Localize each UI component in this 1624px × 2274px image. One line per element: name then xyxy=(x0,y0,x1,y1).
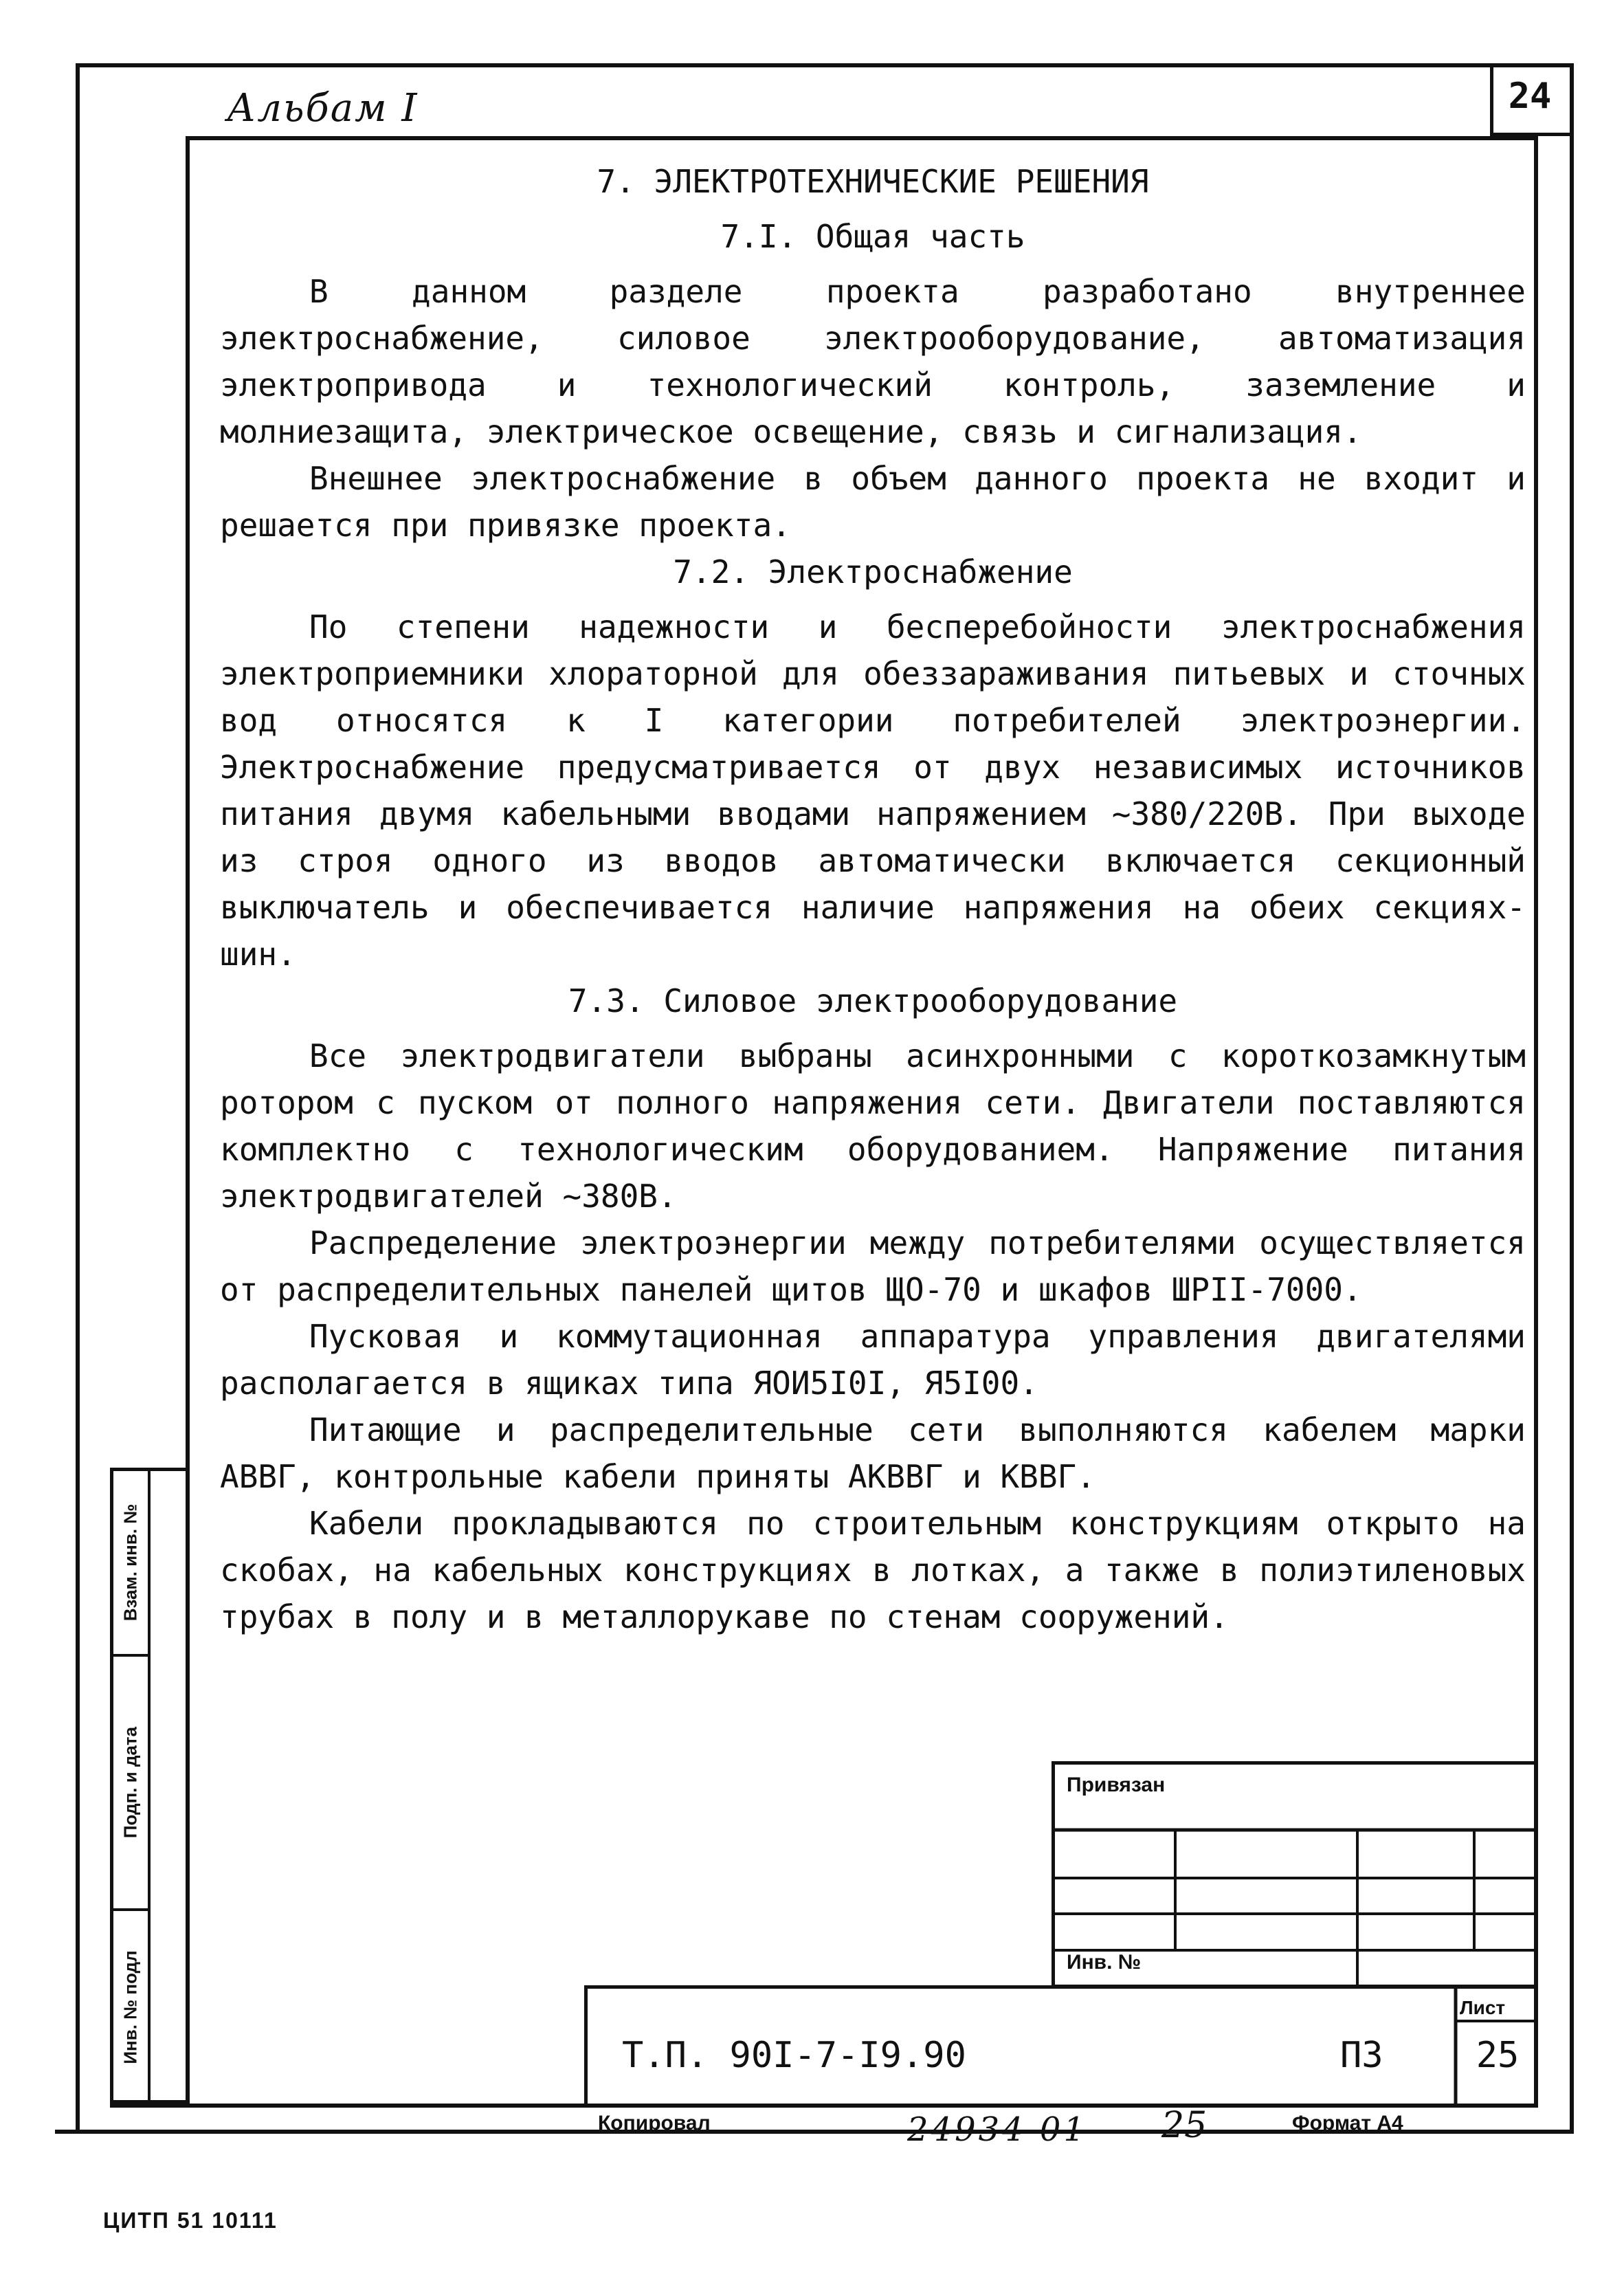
outer-frame-right xyxy=(1570,63,1574,2132)
outer-frame-left xyxy=(76,63,80,2132)
subsection-title-power-equipment: 7.3. Силовое электрооборудование xyxy=(568,982,1178,1019)
paragraph-equipment-3: Пусковая и коммутационная аппаратура управления двигателями располагается в ящиках типа ЯОИ5I0I, Я5I00. xyxy=(220,1318,1526,1402)
paragraph-equipment-2: Распределение электроэнергии между потребителями осуществляется от распределительных панелей щитов ЩО-70 и шкафов ШРII-7000. xyxy=(220,1224,1526,1308)
format-label: Формат А4 xyxy=(1292,2112,1403,2134)
document-designation: Т.П. 90I-7-I9.90 xyxy=(622,2035,966,2076)
inner-frame-top xyxy=(186,136,1537,140)
stamp-cell-signature: Подп. и дата xyxy=(113,1657,148,1911)
section-title: 7. ЭЛЕКТРОТЕХНИЧЕСКИЕ РЕШЕНИЯ xyxy=(597,163,1149,200)
page-number: 24 xyxy=(1508,76,1552,117)
subsection-title-power-supply: 7.2. Электроснабжение xyxy=(673,553,1073,590)
paragraph-equipment-4: Питающие и распределительные сети выполняются кабелем марки АВВГ, контрольные кабели приняты АКВВГ и КВВГ. xyxy=(220,1411,1526,1495)
document-code: ПЗ xyxy=(1340,2035,1383,2076)
paragraph-general-2: Внешнее электроснабжение в объем данного проекта не входит и решается при привязке проекта. xyxy=(220,460,1526,544)
paragraph-power-supply: По степени надежности и бесперебойности электроснабжения электроприемники хлораторной для обеззараживания питьевых и сточных вод относятся к I категории потребителей электроэнергии. Электроснабжение предусматривается от двух независимых источников питания двумя кабельными вводами напряжением ~380/220В. При выходе из строя одного из вводов автоматически включается секционный выключатель и обеспечивается наличие напряжения на обеих секциях-шин. xyxy=(220,608,1526,973)
copied-label: Копировал xyxy=(598,2112,711,2134)
outer-frame-top xyxy=(76,63,1574,67)
stamp-cell-inventory: Инв. № подл xyxy=(120,1950,141,2064)
inventory-label: Инв. № xyxy=(1067,1951,1142,1974)
document-body xyxy=(220,158,1526,1640)
album-label: Альбам I xyxy=(227,86,419,131)
subsection-title-general: 7.I. Общая часть xyxy=(720,218,1025,255)
margin-stamp xyxy=(110,1468,187,2104)
paragraph-equipment-5: Кабели прокладываются по строительным конструкциям открыто на скобах, на кабельных конструкциях в лотках, а также в полиэтиленовых трубах в полу и в металлорукаве по стенам сооружений. xyxy=(220,1505,1526,1635)
sheet-number: 25 xyxy=(1476,2035,1520,2076)
paragraph-equipment-1: Все электродвигатели выбраны асинхронными с короткозамкнутым ротором с пуском от полного напряжения сети. Двигатели поставляются комплектно с технологическим оборудованием. Напряжение питания электродвигателей ~380В. xyxy=(220,1037,1526,1215)
stamp-divider xyxy=(148,1471,151,2100)
attached-label: Привязан xyxy=(1067,1774,1166,1796)
sheet-label: Лист xyxy=(1460,1997,1506,2018)
stamp-cell-replacement: Взам. инв. № xyxy=(113,1471,148,1657)
archive-number: 24934-01 xyxy=(907,2110,1087,2149)
paragraph-general-1: В данном разделе проекта разработано внутреннее электроснабжение, силовое электрооборудование, автоматизация электропривода и технологический контроль, заземление и молниезащита, электрическое освещение, связь и сигнализация. xyxy=(220,273,1526,450)
organization-stamp: ЦИТП 51 10111 xyxy=(103,2208,278,2233)
archive-sheet: 25 xyxy=(1161,2105,1208,2146)
